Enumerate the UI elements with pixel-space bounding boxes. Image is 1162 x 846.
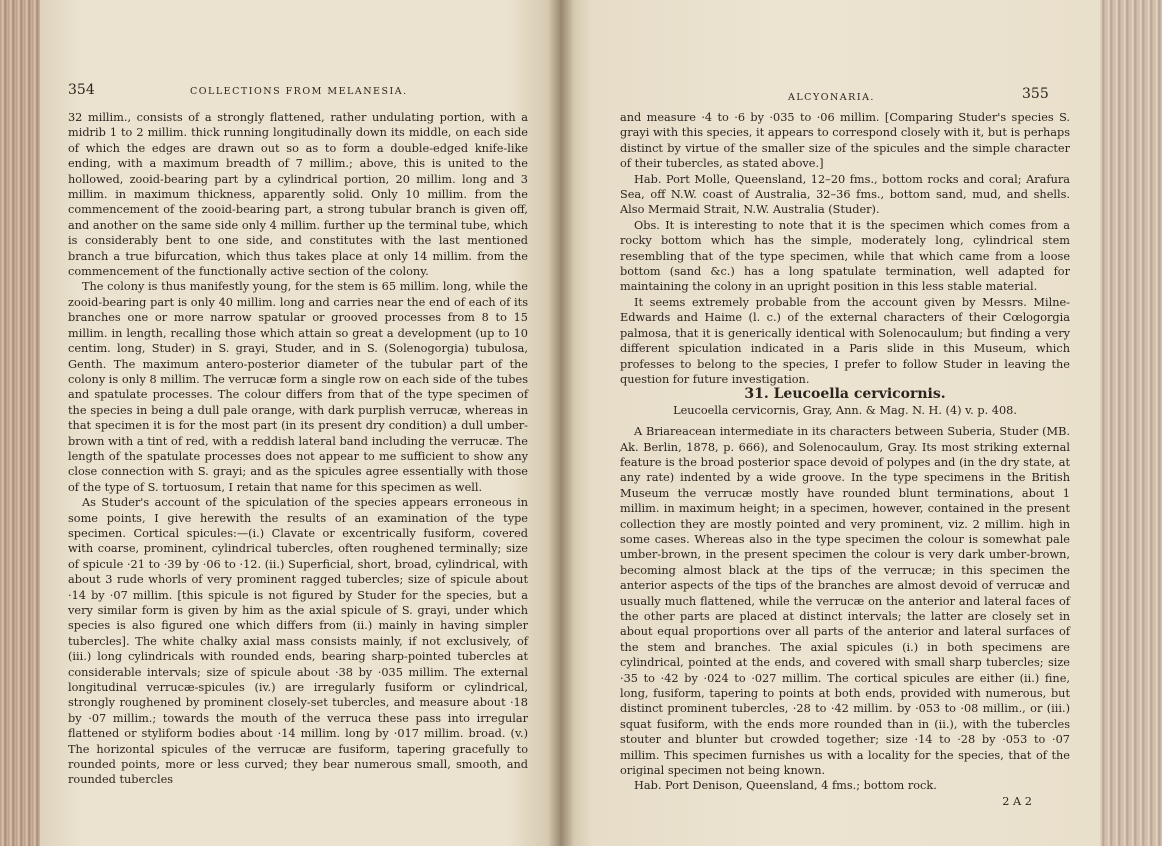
- right-paragraph: and measure ·4 to ·6 by ·035 to ·06 millim. [Comparing Studer's species S. grayi with this species, it appears to correspond closely with it, but is perhaps distinct by virtue of the smaller size of the spicules and the simple character of their tubercles, as stated above.]: [620, 111, 1070, 171]
- right-text-column: [620, 110, 1070, 809]
- right-page-number: 355: [1022, 86, 1049, 102]
- book-gutter: [548, 0, 574, 846]
- left-text-column: [68, 110, 528, 788]
- right-running-head: ALCYONARIA.: [788, 92, 875, 103]
- right-page: [560, 0, 1100, 846]
- right-paragraph: Hab. Port Molle, Queensland, 12–20 fms., bottom rocks and coral; Arafura Sea, off N.W. coast of Australia, 32–36 fms., bottom sand, mud, and shells. Also Mermaid Strait, N.W. Australia (Studer).: [620, 172, 1070, 217]
- left-page-number: 354: [68, 82, 95, 98]
- right-page-edges: [1090, 0, 1162, 846]
- right-paragraph: It seems extremely probable from the account given by Messrs. Milne-Edwards and Haime (l. c.) of the external characters of their Cœlogorgia palmosa, that it is generically identical with Solenocaulum; but finding a very different spiculation indicated in a Paris slide in this Museum, which professes to belong to the species, I prefer to follow Studer in leaving the question for future investigation.: [620, 295, 1070, 386]
- right-paragraph: Hab. Port Denison, Queensland, 4 fms.; bottom rock.: [634, 779, 937, 793]
- signature-mark: 2 A 2: [1002, 794, 1032, 808]
- synonym-line: Leucoella cervicornis, Gray, Ann. & Mag. N. H. (4) v. p. 408.: [673, 403, 1017, 417]
- section-title: 31. Leucoella cervicornis.: [744, 386, 946, 403]
- right-paragraph: A Briareacean intermediate in its characters between Suberia, Studer (MB. Ak. Berlin, 1878, p. 666), and Solenocaulum, Gray. Its most striking external feature is the broad posterior space devoid of polypes and (in the dry state, at any rate) indented by a wide groove. In the type specimens in the British Museum the verrucæ mostly have rounded blunt terminations, about 1 millim. in maximum height; in a specimen, however, contained in the present collection they are mostly pointed and very prominent, viz. 2 millim. high in some cases. Whereas also in the type specimen the colour is somewhat pale umber-brown, in the present specimen the colour is very dark umber-brown, becoming almost black at the tips of the verrucæ; in this specimen the anterior aspects of the tips of the branches are almost devoid of verrucæ and usually much flattened, while the verrucæ on the anterior and lateral faces of the other parts are placed at distinct intervals; the latter are closely set in about equal proportions over all parts of the anterior and lateral surfaces of the stem and branches. The axial spicules (i.) in both specimens are cylindrical, pointed at the ends, and covered with small sharp tubercles; size ·35 to ·42 by ·024 to ·027 millim. The cortical spicules are either (ii.) fine, long, fusiform, tapering to points at both ends, provided with numerous, but distinct prominent tubercles, ·28 to ·42 millim. by ·053 to ·08 millim., or (iii.) squat fusiform, with the ends more rounded than in (ii.), with the tubercles stouter and blunter but crowded together; size ·14 to ·28 by ·053 to ·07 millim. This specimen furnishes us with a locality for the species, that of the original specimen not being known.: [620, 425, 1070, 778]
- left-paragraph: The colony is thus manifestly young, for the stem is 65 millim. long, while the zooid-bearing part is only 40 millim. long and carries near the end of each of its branches one or more narrow spatular or grooved processes from 8 to 15 millim. in length, recalling those which attain so great a development (up to 10 centim. long, Studer) in S. grayi, Studer, and in S. (Solenogorgia) tubulosa, Genth. The maximum antero-posterior diameter of the tubular part of the colony is only 8 millim. The verrucæ form a single row on each side of the tubes and spatulate processes. The colour differs from that of the type specimen of the species in being a dull pale orange, with dark purplish verrucæ, whereas in that specimen it is for the most part (in its present dry condition) a dull umber-brown with a tint of red, with a reddish lateral band including the verrucæ. The length of the spatulate processes does not appear to me sufficient to show any close connection with S. grayi; and as the spicules agree essentially with those of the type of S. tortuosum, I retain that name for this specimen as well.: [68, 280, 528, 494]
- left-running-head: COLLECTIONS FROM MELANESIA.: [190, 86, 408, 97]
- left-paragraph: As Studer's account of the spiculation of the species appears erroneous in some points, I give herewith the results of an examination of the type specimen. Cortical spicules:—(i.) Clavate or excentrically fusiform, covered with coarse, prominent, cylindrical tubercles, often roughened terminally; size of spicule ·21 to ·39 by ·06 to ·12. (ii.) Superficial, short, broad, cylindrical, with about 3 rude whorls of very prominent ragged tubercles; size of spicule about ·14 by ·07 millim. [this spicule is not figured by Studer for the species, but a very similar form is given by him as the axial spicule of S. grayi, under which species is also figured one which differs from (ii.) mainly in having simpler tubercles]. The white chalky axial mass consists mainly, if not exclusively, of (iii.) long cylindricals with rounded ends, bearing sharp-pointed tubercles at considerable intervals; size of spicule about ·38 by ·035 millim. The external longitudinal verrucæ-spicules (iv.) are irregularly fusiform or cylindrical, strongly roughened by prominent closely-set tubercles, and measure about ·18 by ·07 millim.; towards the mouth of the verruca these pass into irregular flattened or styliform bodies about ·14 millim. long by ·017 millim. broad. (v.) The horizontal spicules of the verrucæ are fusiform, tapering gracefully to rounded points, more or less curved; they bear numerous small, smooth, and rounded tubercles: [68, 496, 528, 787]
- left-paragraph: 32 millim., consists of a strongly flattened, rather undulating portion, with a midrib 1 to 2 millim. thick running longitudinally down its middle, on each side of which the edges are drawn out so as to form a double-edged knife-like ending, with a maximum breadth of 7 millim.; above, this is united to the hollowed, zooid-bearing part by a cylindrical portion, 20 millim. long and 3 millim. in maximum thickness, apparently solid. Only 10 millim. from the commencement of the zooid-bearing part, a strong tubular branch is given off, and another on the same side only 4 millim. further up the terminal tube, which is considerably bent to one side, and constitutes with the last mentioned branch a true bifurcation, which thus takes place at only 14 millim. from the commencement of the functionally active section of the colony.: [68, 111, 528, 279]
- left-page: [40, 0, 560, 846]
- right-paragraph: Obs. It is interesting to note that it is the specimen which comes from a rocky bottom which has the simple, moderately long, cylindrical stem resembling that of the type specimen, while that which came from a loose bottom (sand &c.) has a long spatulate termination, well adapted for maintaining the colony in an upright position in this less stable material.: [620, 218, 1070, 294]
